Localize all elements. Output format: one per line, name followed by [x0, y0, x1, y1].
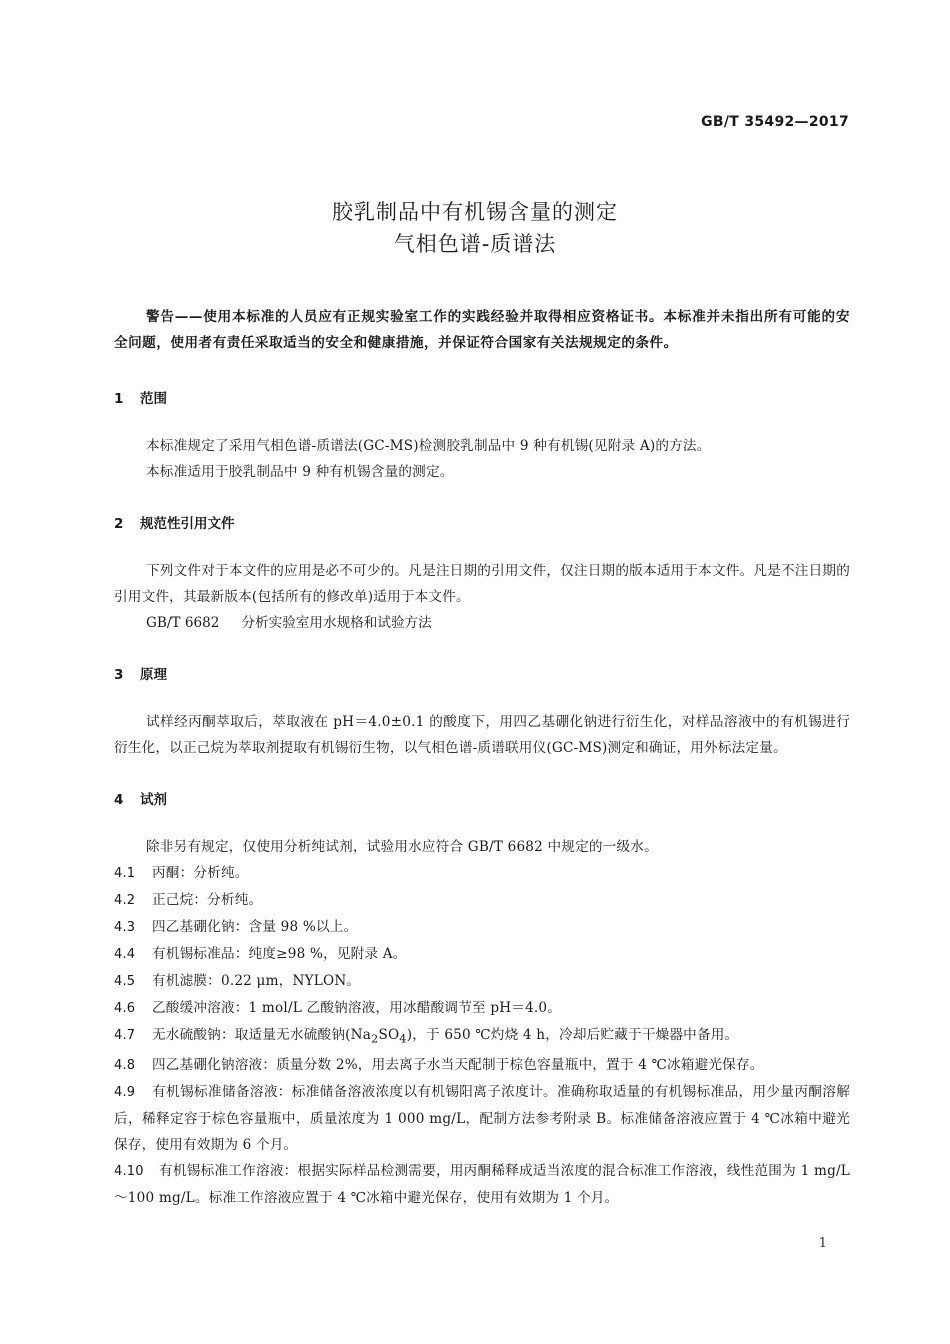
- section-number: 4: [114, 792, 124, 808]
- standard-code: GB/T 35492—2017: [701, 114, 849, 130]
- item-text: 四乙基硼化钠：含量 98 %以上。: [152, 919, 358, 935]
- section-title: 范围: [140, 391, 167, 407]
- reagent-item: [114, 887, 850, 914]
- reagent-item: [114, 1158, 850, 1211]
- section-number: 1: [114, 391, 124, 407]
- reagents-intro: 除非另有规定，仅使用分析纯试剂，试验用水应符合 GB/T 6682 中规定的一级水。: [146, 839, 658, 855]
- reference-code: GB/T 6682: [146, 615, 220, 631]
- document-body: [114, 304, 850, 1211]
- item-number: 4.10: [114, 1163, 144, 1179]
- reagent-item: [114, 914, 850, 941]
- reagent-item: [114, 968, 850, 995]
- item-number: 4.3: [114, 920, 136, 935]
- item-number: 4.4: [114, 947, 136, 962]
- item-number: 4.2: [114, 893, 136, 908]
- item-text: 无水硫酸钠：取适量无水硫酸钠$(Na_2SO_4)$，于 650 ℃灼烧 4 h，冷却后贮藏于干燥器中备用。: [152, 1027, 739, 1046]
- scope-paragraph-2: 本标准适用于胶乳制品中 9 种有机锡含量的测定。: [146, 464, 454, 480]
- item-text: 有机锡标准储备溶液：标准储备溶液浓度以有机锡阳离子浓度计。准确称取适量的有机锡标准品，用少量丙酮溶解后，稀释定容于棕色容量瓶中，质量浓度为 1 000 mg/L，配制方法参考附录 B。标准储备溶液应置于 4 ℃冰箱中避光保存，使用有效期为 6 个月。: [114, 1083, 850, 1153]
- section-title: 规范性引用文件: [140, 516, 235, 532]
- warning-paragraph: 警告——使用本标准的人员应有正规实验室工作的实践经验并取得相应资格证书。本标准并未指出所有可能的安全问题，使用者有责任采取适当的安全和健康措施，并保证符合国家有关法规规定的条件。: [114, 309, 850, 351]
- reagent-item: [114, 1022, 850, 1052]
- reagent-item: [114, 995, 850, 1022]
- references-paragraph: 下列文件对于本文件的应用是必不可少的。凡是注日期的引用文件，仅注日期的版本适用于本文件。凡是不注日期的引用文件，其最新版本(包括所有的修改单)适用于本文件。: [114, 563, 850, 605]
- section-heading-reagents: [114, 787, 850, 813]
- scope-paragraph-1: 本标准规定了采用气相色谱-质谱法(GC-MS)检测胶乳制品中 9 种有机锡(见附录 A)的方法。: [146, 438, 711, 454]
- section-heading-scope: [114, 386, 850, 412]
- reagent-item: [114, 941, 850, 968]
- item-number: 4.6: [114, 1001, 136, 1016]
- reagent-item: [114, 860, 850, 887]
- item-text: 乙酸缓冲溶液：1 mol/L 乙酸钠溶液，用冰醋酸调节至 pH＝4.0。: [152, 1000, 562, 1016]
- reagent-item: [114, 1079, 850, 1158]
- item-text: 有机滤膜：0.22 μm，NYLON。: [152, 973, 361, 989]
- section-heading-principle: [114, 662, 850, 688]
- item-text: 有机锡标准工作溶液：根据实际样品检测需要，用丙酮稀释成适当浓度的混合标准工作溶液，线性范围为 1 mg/L～100 mg/L。标准工作溶液应置于 4 ℃冰箱中避光保存，使用有效期为 1 个月。: [114, 1162, 850, 1206]
- document-subtitle: 气相色谱-质谱法: [393, 232, 557, 256]
- reference-entry: [114, 610, 850, 636]
- section-number: 2: [114, 516, 124, 532]
- section-number: 3: [114, 667, 124, 683]
- item-text: 丙酮：分析纯。: [152, 865, 249, 881]
- item-text: 四乙基硼化钠溶液：质量分数 2%，用去离子水当天配制于棕色容量瓶中，置于 4 ℃冰箱避光保存。: [152, 1056, 764, 1073]
- item-number: 4.1: [114, 866, 136, 881]
- page-number: 1: [818, 1236, 827, 1251]
- item-text: 有机锡标准品：纯度≥98 %，见附录 A。: [152, 946, 407, 962]
- section-title: 试剂: [140, 792, 167, 808]
- section-heading-normative-references: [114, 511, 850, 537]
- reagent-item: [114, 1052, 850, 1079]
- item-number: 4.8: [114, 1057, 136, 1073]
- document-title: 胶乳制品中有机锡含量的测定: [332, 200, 618, 224]
- item-number: 4.9: [114, 1084, 136, 1100]
- item-number: 4.5: [114, 974, 136, 989]
- principle-paragraph: 试样经丙酮萃取后，萃取液在 pH＝4.0±0.1 的酸度下，用四乙基硼化钠进行衍生化，对样品溶液中的有机锡进行衍生化，以正己烷为萃取剂提取有机锡衍生物，以气相色谱-质谱联用仪(GC-MS)测定和确证，用外标法定量。: [114, 714, 850, 756]
- item-number: 4.7: [114, 1028, 136, 1043]
- section-title: 原理: [140, 667, 167, 683]
- item-text: 正己烷：分析纯。: [152, 892, 263, 908]
- reference-title: 分析实验室用水规格和试验方法: [241, 615, 432, 631]
